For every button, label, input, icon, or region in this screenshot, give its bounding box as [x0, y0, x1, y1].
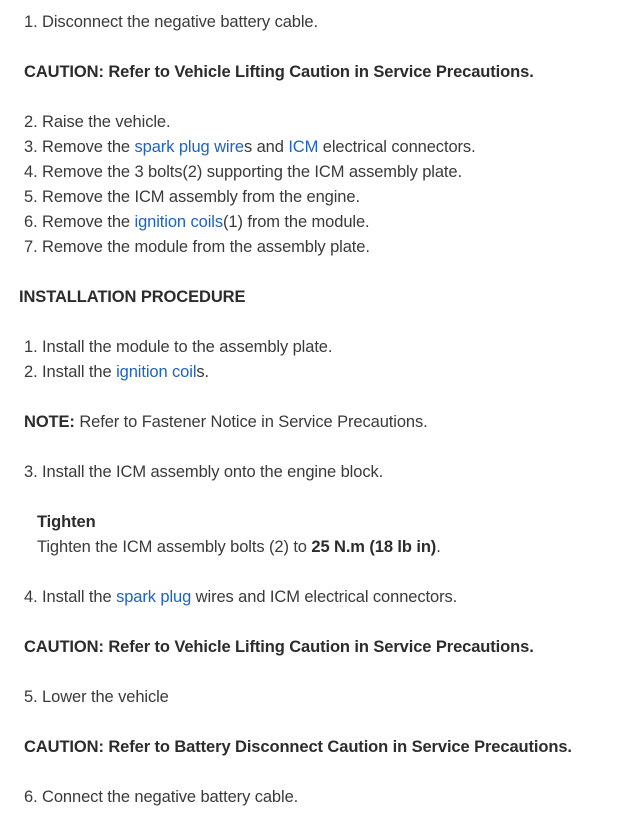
- tighten-spec-prefix: Tighten the ICM assembly bolts (2) to: [37, 538, 312, 556]
- removal-step-4: [24, 162, 462, 182]
- removal-step-6: [24, 212, 370, 232]
- install-step-4-suffix: wires and ICM electrical connectors.: [191, 588, 458, 606]
- torque-value: 25 N.m (18 lb in): [311, 538, 437, 556]
- removal-step-3-middle: s and: [243, 138, 289, 156]
- tighten-title: Tighten: [37, 513, 96, 531]
- install-step-5: [24, 687, 169, 707]
- install-step-6: [24, 787, 298, 807]
- caution-vehicle-lifting-1: CAUTION: Refer to Vehicle Lifting Caution in Service Precautions.: [24, 63, 534, 81]
- tighten-spec: [37, 537, 441, 557]
- removal-step-6-prefix: 6. Remove the: [24, 213, 135, 231]
- caution-vehicle-lifting-2: CAUTION: Refer to Vehicle Lifting Caution in Service Precautions.: [24, 638, 534, 656]
- ignition-coil-link[interactable]: ignition coil: [116, 363, 197, 381]
- fastener-note: [24, 412, 428, 432]
- install-step-1-text: 1. Install the module to the assembly plate.: [24, 338, 333, 356]
- installation-heading: INSTALLATION PROCEDURE: [19, 288, 246, 306]
- removal-step-7: [24, 237, 370, 257]
- removal-step-1-text: 1. Disconnect the negative battery cable.: [24, 13, 318, 31]
- removal-step-4-text: 4. Remove the 3 bolts(2) supporting the ICM assembly plate.: [24, 163, 462, 181]
- removal-step-3-suffix: electrical connectors.: [318, 138, 476, 156]
- install-step-3-text: 3. Install the ICM assembly onto the engine block.: [24, 463, 384, 481]
- removal-step-2-text: 2. Raise the vehicle.: [24, 113, 171, 131]
- removal-step-5: [24, 187, 360, 207]
- removal-step-3-prefix: 3. Remove the: [24, 138, 135, 156]
- install-step-6-text: 6. Connect the negative battery cable.: [24, 788, 299, 806]
- install-step-2-suffix: s.: [196, 363, 210, 381]
- install-step-2: [24, 362, 209, 382]
- removal-step-1: [24, 12, 318, 32]
- removal-step-7-text: 7. Remove the module from the assembly plate.: [24, 238, 370, 256]
- tighten-spec-suffix: .: [436, 538, 441, 556]
- icm-link[interactable]: ICM: [288, 138, 319, 156]
- spark-plug-link[interactable]: spark plug: [116, 588, 192, 606]
- install-step-3: [24, 462, 383, 482]
- note-label: NOTE:: [24, 413, 75, 431]
- removal-step-3: [24, 137, 476, 157]
- install-step-1: [24, 337, 332, 357]
- ignition-coils-link[interactable]: ignition coils: [134, 213, 223, 231]
- removal-step-2: [24, 112, 170, 132]
- install-step-4-prefix: 4. Install the: [24, 588, 117, 606]
- caution-battery-disconnect: CAUTION: Refer to Battery Disconnect Caution in Service Precautions.: [24, 738, 572, 756]
- removal-step-5-text: 5. Remove the ICM assembly from the engine.: [24, 188, 360, 206]
- install-step-5-text: 5. Lower the vehicle: [24, 688, 169, 706]
- removal-step-6-suffix: (1) from the module.: [222, 213, 370, 231]
- spark-plug-wire-link[interactable]: spark plug wire: [134, 138, 244, 156]
- install-step-2-prefix: 2. Install the: [24, 363, 117, 381]
- note-text: Refer to Fastener Notice in Service Precautions.: [74, 413, 428, 431]
- install-step-4: [24, 587, 457, 607]
